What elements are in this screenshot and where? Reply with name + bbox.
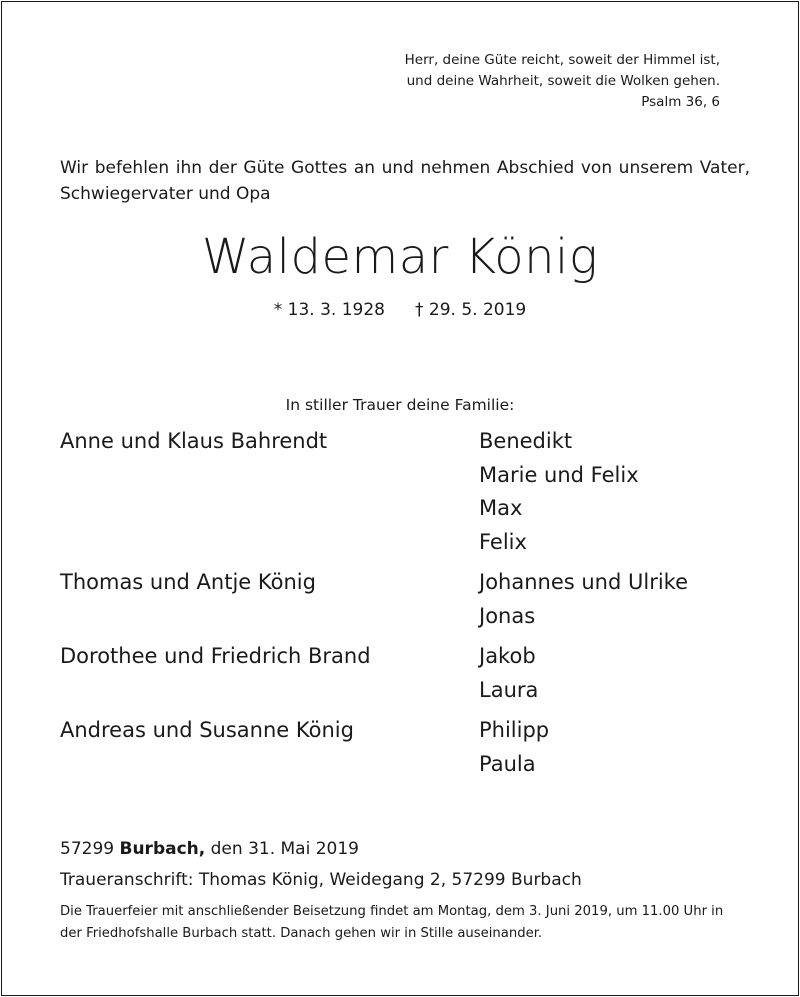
birth-date: * 13. 3. 1928	[273, 300, 385, 320]
service-note	[60, 901, 750, 945]
family-child: Paula	[479, 751, 536, 776]
verse-line-1: Herr, deine Güte reicht, soweit der Himmel ist,	[404, 52, 720, 68]
family-children	[479, 425, 639, 559]
life-dates	[0, 297, 800, 323]
family-children	[479, 714, 549, 781]
family-group	[60, 640, 760, 707]
family-parents: Dorothee und Friedrich Brand	[60, 644, 371, 668]
place-date	[60, 836, 359, 862]
family-list	[60, 425, 760, 788]
family-parents: Anne und Klaus Bahrendt	[60, 429, 328, 453]
family-child: Philipp	[479, 718, 550, 742]
service-note-line-1: Die Trauerfeier mit anschließender Beisetzung findet am Montag, dem 3. Juni 2019, um 11.00 Uhr in	[60, 904, 724, 919]
mourning-address: Traueranschrift: Thomas König, Weidegang 2, 57299 Burbach	[60, 870, 582, 890]
family-child: Max	[479, 496, 523, 520]
bible-verse	[405, 50, 720, 113]
family-group	[60, 425, 760, 559]
deceased-name: Waldemar König	[201, 229, 599, 285]
verse-reference: Psalm 36, 6	[641, 94, 720, 110]
family-child: Marie und Felix	[479, 462, 639, 487]
family-child: Benedikt	[479, 429, 573, 453]
family-child: Jakob	[479, 644, 536, 668]
family-parents: Thomas und Antje König	[60, 570, 316, 594]
family-child: Felix	[479, 529, 527, 554]
date: den 31. Mai 2019	[210, 839, 359, 859]
family-child: Johannes und Ulrike	[479, 570, 689, 594]
town: Burbach,	[119, 839, 206, 859]
mourning-line: In stiller Trauer deine Familie:	[285, 396, 515, 414]
family-children	[479, 640, 538, 707]
death-date: † 29. 5. 2019	[415, 300, 527, 320]
family-child: Laura	[479, 677, 539, 702]
family-group	[60, 566, 760, 633]
family-children	[479, 566, 688, 633]
family-parents: Andreas und Susanne König	[60, 718, 354, 742]
family-child: Jonas	[479, 603, 536, 628]
family-group	[60, 714, 760, 781]
intro-text: Wir befehlen ihn der Güte Gottes an und nehmen Abschied von unserem Vater, Schwiegervater und Opa	[60, 158, 750, 204]
postcode: 57299	[60, 839, 115, 859]
verse-line-2: und deine Wahrheit, soweit die Wolken gehen.	[406, 73, 720, 89]
service-note-line-2: der Friedhofshalle Burbach statt. Danach gehen wir in Stille auseinander.	[60, 926, 543, 941]
